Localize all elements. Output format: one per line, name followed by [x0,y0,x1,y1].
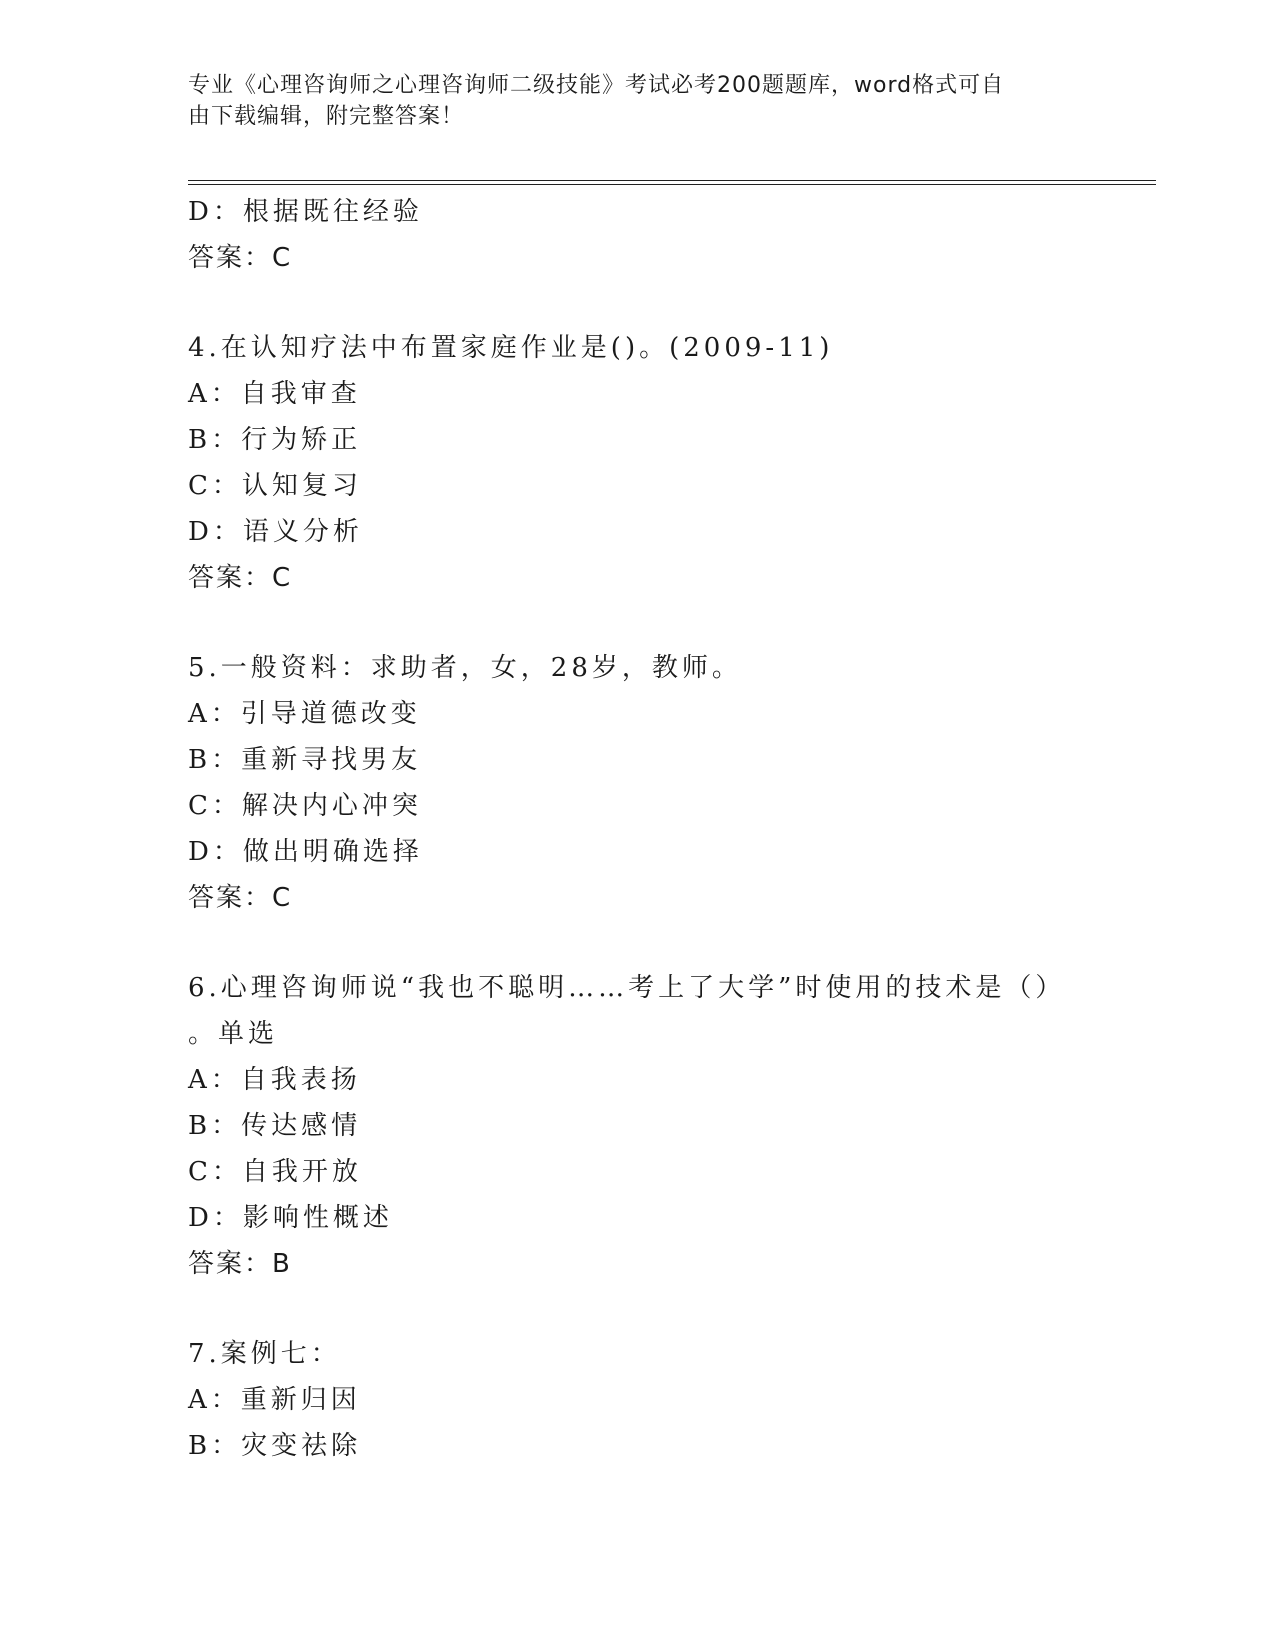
question-stem-continued: 。单选 [188,1019,279,1049]
option-b: B：灾变祛除 [188,1431,362,1461]
question-list [188,189,1088,1469]
option-b: B：传达感情 [188,1111,362,1141]
option-d: D：做出明确选择 [188,837,423,867]
option-a: A：自我表扬 [188,1065,361,1095]
question-stem: 7.案例七： [188,1339,341,1369]
question-6 [188,965,1088,1287]
option-a: A：引导道德改变 [188,699,421,729]
option-b: B：行为矫正 [188,425,362,455]
option-d: D：语义分析 [188,517,363,547]
option-c: C：自我开放 [188,1157,362,1187]
page-header [188,70,1068,132]
option-c: C：解决内心冲突 [188,791,422,821]
question-stem: 5.一般资料：求助者，女，28岁，教师。 [188,653,742,683]
question-stem: 4.在认知疗法中布置家庭作业是()。(2009-11) [188,333,834,363]
header-divider-bottom [188,184,1156,185]
question-4 [188,325,1088,601]
header-line-2: 由下载编辑，附完整答案！ [188,104,465,129]
question-stem: 6.心理咨询师说“我也不聪明……考上了大学”时使用的技术是（） [188,973,1066,1003]
option-a: A：重新归因 [188,1385,361,1415]
header-line-1: 专业《心理咨询师之心理咨询师二级技能》考试必考200题题库，word格式可自 [188,73,1005,98]
option-a: A：自我审查 [188,379,361,409]
answer-line: 答案：C [188,243,293,273]
option-d: D：根据既往经验 [188,197,423,227]
answer-line: 答案：C [188,883,293,913]
option-d: D：影响性概述 [188,1203,393,1233]
option-b: B：重新寻找男友 [188,745,422,775]
option-c: C：认知复习 [188,471,362,501]
header-divider-top [188,180,1156,181]
answer-line: 答案：C [188,563,293,593]
question-5 [188,645,1088,921]
question-7 [188,1331,1088,1469]
answer-line: 答案：B [188,1249,292,1279]
previous-question-tail [188,189,1088,281]
